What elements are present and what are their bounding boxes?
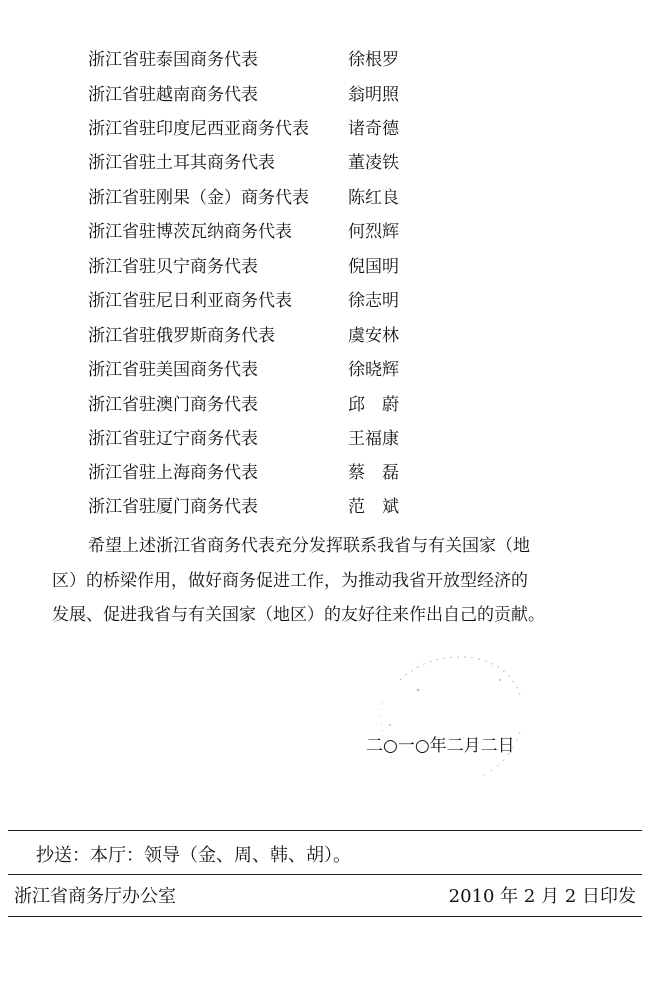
representative-name: 邱 蔚 [348,395,399,415]
cc-line: 抄送：本厅：领导（金、周、韩、胡）。 [36,845,351,866]
list-item [88,425,418,453]
list-item [88,218,418,246]
representative-name: 范 斌 [348,497,399,517]
representative-post: 浙江省驻上海商务代表 [88,463,258,483]
representative-post: 浙江省驻博茨瓦纳商务代表 [88,222,292,242]
representative-name: 陈红良 [348,188,399,208]
representative-post: 浙江省驻越南商务代表 [88,85,258,105]
list-item [88,184,418,212]
representative-name: 何烈辉 [348,222,399,242]
representative-post: 浙江省驻澳门商务代表 [88,395,258,415]
representative-name: 翁明照 [348,85,399,105]
representative-name: 倪国明 [348,257,399,277]
representative-post: 浙江省驻贝宁商务代表 [88,257,258,277]
representative-name: 蔡 磊 [348,463,399,483]
body-line-3: 发展、促进我省与有关国家（地区）的友好往来作出自己的贡献。 [52,605,545,625]
issue-date: 2010 年 2 月 2 日印发 [448,886,636,907]
issuing-office: 浙江省商务厅办公室 [14,886,176,907]
list-item [88,81,418,109]
footer-divider-bottom [8,916,642,917]
representative-name: 虞安林 [348,326,399,346]
footer-divider-top [8,830,642,831]
representative-post: 浙江省驻泰国商务代表 [88,50,258,70]
representative-post: 浙江省驻美国商务代表 [88,360,258,380]
official-seal-icon [370,640,550,790]
representative-post: 浙江省驻俄罗斯商务代表 [88,326,275,346]
representative-post: 浙江省驻土耳其商务代表 [88,153,275,173]
representative-post: 浙江省驻印度尼西亚商务代表 [88,119,309,139]
list-item [88,493,418,521]
list-item [88,356,418,384]
representative-name: 徐根罗 [348,50,399,70]
list-item [88,253,418,281]
list-item [88,149,418,177]
footer-divider-middle [8,874,642,875]
representative-name: 诸奇德 [348,119,399,139]
representative-post: 浙江省驻厦门商务代表 [88,497,258,517]
body-line-2: 区）的桥梁作用，做好商务促进工作，为推动我省开放型经济的 [52,571,528,591]
list-item [88,115,418,143]
representative-name: 徐志明 [348,291,399,311]
representative-post: 浙江省驻辽宁商务代表 [88,429,258,449]
list-item [88,459,418,487]
representative-post: 浙江省驻尼日利亚商务代表 [88,291,292,311]
representative-name: 王福康 [348,429,399,449]
list-item [88,391,418,419]
list-item [88,287,418,315]
list-item [88,46,418,74]
representative-name: 董凌铁 [348,153,399,173]
list-item [88,322,418,350]
body-line-1: 希望上述浙江省商务代表充分发挥联系我省与有关国家（地 [88,536,530,556]
document-date: 二○一○年二月二日 [366,736,515,756]
representative-post: 浙江省驻刚果（金）商务代表 [88,188,309,208]
representative-name: 徐晓辉 [348,360,399,380]
